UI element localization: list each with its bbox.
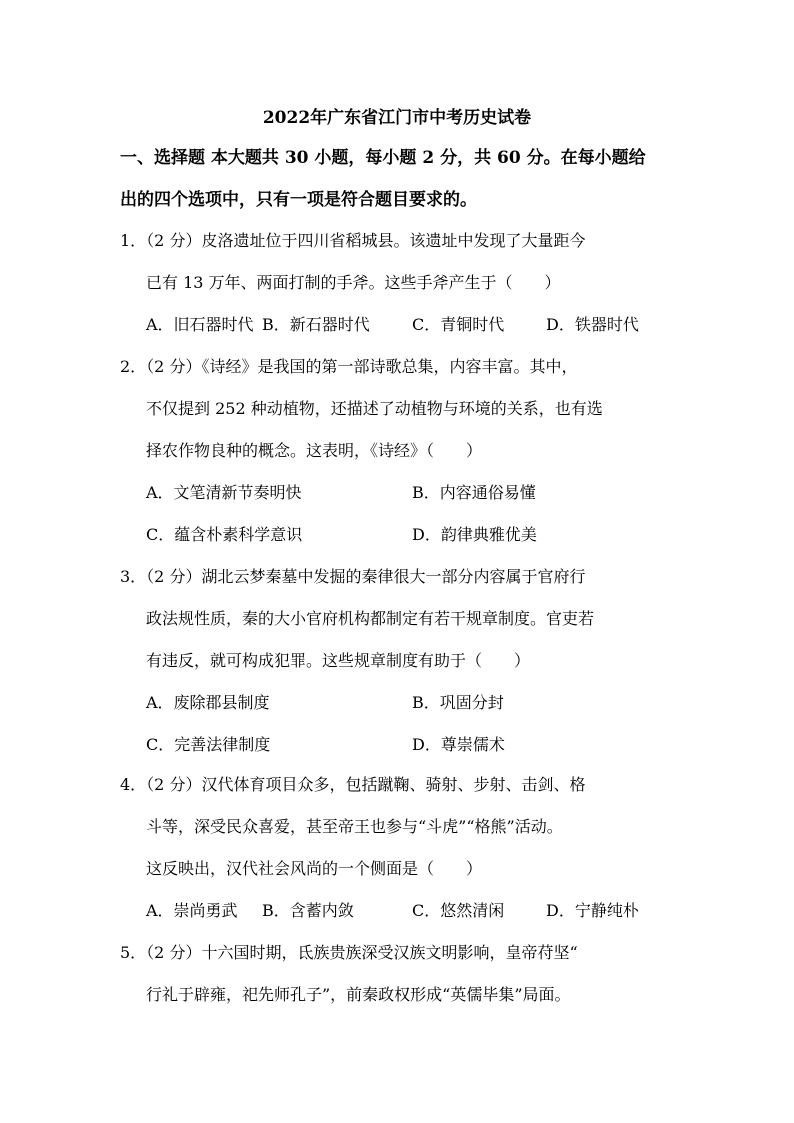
- question-2-option-a: A．文笔清新节奏明快: [146, 483, 302, 502]
- page-title: 2022年广东省江门市中考历史试卷: [262, 108, 532, 128]
- question-4-line-1: 4．（2 分）汉代体育项目众多，包括蹴鞠、骑射、步射、击剑、格: [120, 775, 586, 794]
- question-1-line-2: 已有 13 万年、两面打制的手斧。这些手斧产生于（ ）: [146, 273, 561, 292]
- question-3-option-a: A．废除郡县制度: [146, 693, 270, 712]
- question-2-line-3: 择农作物良种的概念。这表明，《诗经》（ ）: [146, 441, 483, 460]
- question-4-option-b: B．含蓄内敛: [262, 901, 354, 920]
- question-1-option-a: A．旧石器时代: [146, 315, 254, 334]
- question-4-line-2: 斗等，深受民众喜爱，甚至帝王也参与“斗虎”“格熊”活动。: [146, 817, 563, 836]
- question-3-option-c: C．完善法律制度: [146, 735, 271, 754]
- question-2-option-d: D．韵律典雅优美: [412, 525, 537, 544]
- question-4-line-3: 这反映出，汉代社会风尚的一个侧面是（ ）: [146, 859, 483, 878]
- question-5-line-1: 5．（2 分）十六国时期，氐族贵族深受汉族文明影响，皇帝苻坚“: [120, 943, 578, 962]
- question-2-line-2: 不仅提到 252 种动植物，还描述了动植物与环境的关系，也有选: [146, 399, 603, 418]
- question-4-option-a: A．崇尚勇武: [146, 901, 238, 920]
- section-heading-line-2: 出的四个选项中，只有一项是符合题目要求的。: [120, 190, 477, 210]
- question-1-line-1: 1．（2 分）皮洛遗址位于四川省稻城县。该遗址中发现了大量距今: [120, 231, 586, 250]
- section-heading-line-1: 一、选择题 本大题共 30 小题，每小题 2 分，共 60 分。在每小题给: [120, 148, 646, 168]
- question-4-option-c: C．悠然清闲: [412, 901, 505, 920]
- question-2-option-c: C．蕴含朴素科学意识: [146, 525, 303, 544]
- question-2-line-1: 2．（2 分）《诗经》是我国的第一部诗歌总集，内容丰富。其中，: [120, 357, 578, 376]
- question-1-option-b: B．新石器时代: [262, 315, 370, 334]
- question-3-option-b: B．巩固分封: [412, 693, 504, 712]
- question-3-line-1: 3．（2 分）湖北云梦秦墓中发掘的秦律很大一部分内容属于官府行: [120, 567, 586, 586]
- question-3-line-3: 有违反，就可构成犯罪。这些规章制度有助于（ ）: [146, 651, 531, 670]
- question-1-option-d: D．铁器时代: [546, 315, 639, 334]
- question-4-option-d: D．宁静纯朴: [546, 901, 639, 920]
- question-5-line-2: 行礼于辟雍，祀先师孔子”，前秦政权形成“英儒毕集”局面。: [146, 985, 571, 1004]
- question-3-option-d: D．尊崇儒术: [412, 735, 505, 754]
- question-1-option-c: C．青铜时代: [412, 315, 505, 334]
- question-2-option-b: B．内容通俗易懂: [412, 483, 536, 502]
- question-3-line-2: 政法规性质，秦的大小官府机构都制定有若干规章制度。官吏若: [146, 609, 595, 628]
